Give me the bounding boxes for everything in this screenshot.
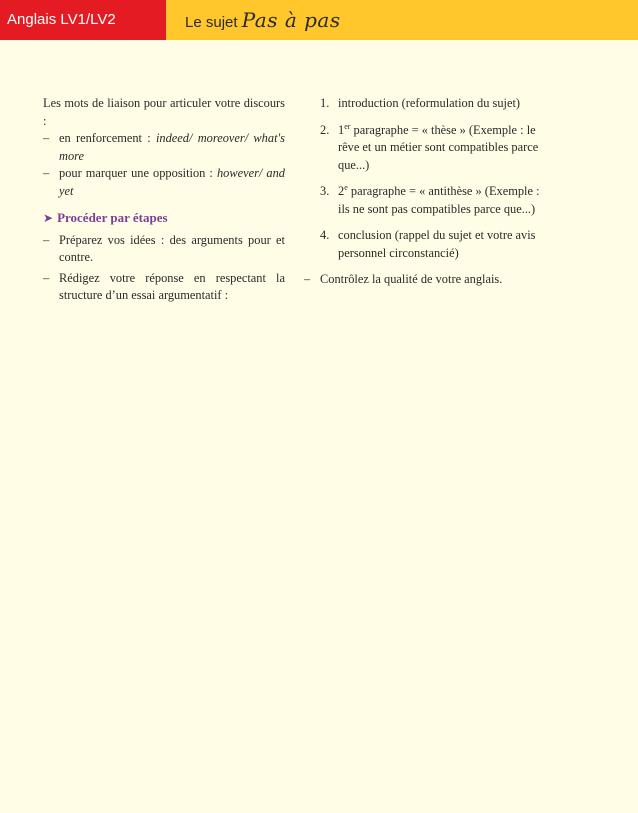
- reinforcement-label: en renforcement :: [59, 131, 151, 145]
- final-check-text: Contrôlez la qualité de votre anglais.: [320, 272, 503, 286]
- item-ordinal-suffix: er: [344, 121, 351, 131]
- item-ordinal: 1: [338, 122, 345, 137]
- structure-item: [304, 183, 548, 218]
- opposition-label: pour marquer une opposition :: [59, 166, 213, 180]
- dash-bullet: –: [304, 272, 311, 286]
- subject-title: [166, 0, 638, 40]
- item-ordinal: 2: [338, 184, 345, 198]
- item-text: introduction (reformulation du sujet): [338, 96, 521, 110]
- final-check-item: [304, 271, 548, 289]
- dash-bullet: –: [43, 166, 50, 180]
- page-header: [0, 0, 638, 40]
- steps-heading: [43, 209, 285, 228]
- step-text: Préparez vos idées : des arguments pour et contre.: [59, 232, 285, 264]
- subject-prefix: Le sujet: [185, 14, 238, 31]
- steps-heading-text: Procéder par étapes: [57, 210, 168, 225]
- opposition-words: however/ and yet: [59, 166, 285, 198]
- dash-bullet: –: [43, 270, 50, 285]
- reinforcement-item: [43, 130, 285, 165]
- structure-item: [304, 227, 548, 262]
- step-text: Rédigez votre réponse en respectant la structure d’un essai argumentatif :: [59, 270, 285, 302]
- item-text: paragraphe = « antithèse » (Exemple : ils ne sont pas compatibles parce que...): [338, 184, 540, 216]
- structure-item: [304, 95, 548, 113]
- dash-bullet: –: [43, 131, 50, 145]
- dash-bullet: –: [43, 232, 50, 247]
- step-item: [43, 270, 285, 305]
- section-label: Anglais LV1/LV2: [0, 0, 166, 40]
- step-item: [43, 232, 285, 267]
- item-number: 1.: [320, 96, 330, 110]
- arrow-icon: ➤: [43, 211, 54, 225]
- opposition-item: [43, 165, 285, 200]
- intro-paragraph: Les mots de liaison pour articuler votre discours :: [43, 96, 285, 128]
- item-text: paragraphe = « thèse » (Exemple : le rêve et un métier sont compatibles parce que...): [338, 122, 539, 172]
- item-number: 3.: [320, 184, 330, 198]
- item-number: 2.: [320, 122, 330, 137]
- item-number: 4.: [320, 228, 330, 242]
- subject-script-title: Pas à pas: [241, 8, 341, 32]
- right-column: [304, 95, 548, 289]
- left-column: [43, 95, 285, 305]
- item-text: conclusion (rappel du sujet et votre avis personnel circonstancié): [338, 228, 536, 260]
- structure-item: [304, 122, 548, 175]
- item-ordinal-suffix: e: [344, 182, 348, 192]
- reinforcement-words: indeed/ moreover/ what's more: [59, 131, 285, 163]
